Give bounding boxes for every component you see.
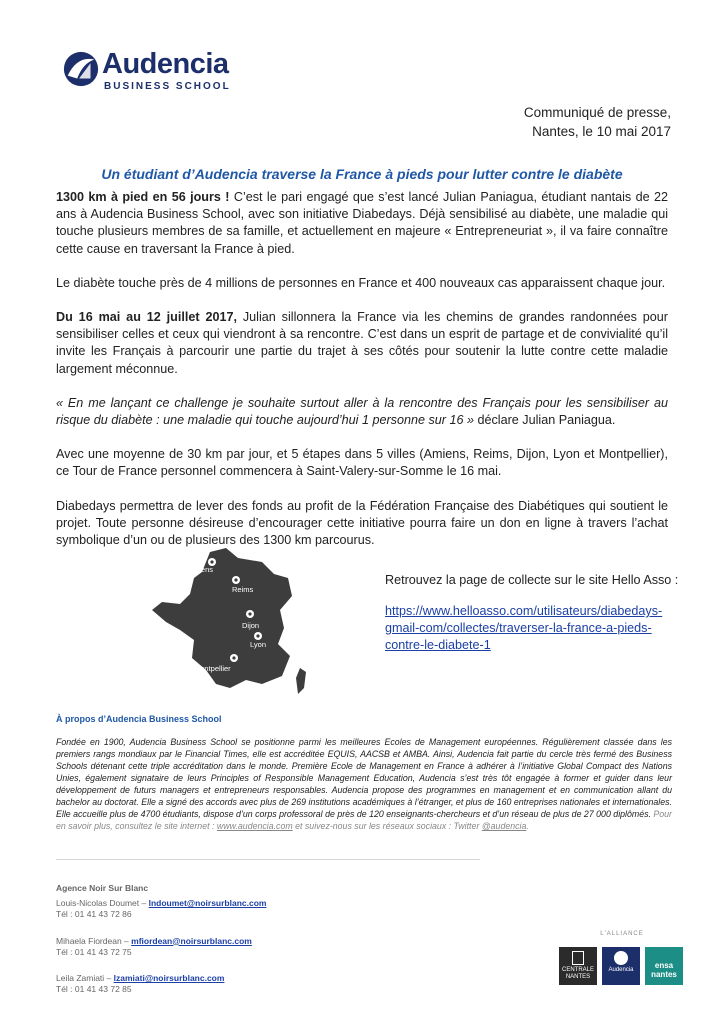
city-label: Montpellier [194, 664, 231, 673]
press-header [524, 103, 671, 141]
contact-block [56, 973, 266, 995]
about-end: . [526, 821, 529, 831]
contact-name: Mihaela Fiordean – [56, 935, 132, 946]
contact-phone: Tél : 01 41 43 72 75 [56, 946, 132, 957]
quote-attribution: déclare Julian Paniagua. [474, 413, 616, 428]
paragraph-3 [56, 309, 668, 378]
contact-block [56, 883, 266, 921]
audencia-logo [62, 48, 252, 94]
city-label: Lyon [250, 640, 266, 649]
pin-montpellier [230, 654, 238, 662]
contact-name: Louis-Nicolas Doumet – [56, 898, 149, 909]
city-label: Dijon [242, 621, 260, 630]
about-social: et suivez-nous sur les réseaux sociaux : Twitter [292, 821, 482, 831]
ensa-nantes-logo [645, 947, 683, 985]
contact-block [56, 936, 266, 958]
fundraising-callout [385, 572, 685, 654]
audencia-logo-icon [62, 50, 100, 88]
contact-line [56, 898, 266, 909]
audencia-small-label: Audencia [608, 967, 634, 973]
ensa-nantes-label: ensa nantes [651, 961, 677, 979]
corsica-shape [296, 668, 306, 694]
fundraising-text: Retrouvez la page de collecte sur le site Hello Asso : [385, 573, 679, 587]
paragraph-3-text: Julian sillonnera la France via les chemins de grandes randonnées pour sensibiliser celles et ceux qui viendront à sa rencontre. C’est dans un esprit de partage et de convivialité qu’il invite les Français à parcourir une partie du trajet à ses côtés pour soutenir la lutte contre cette maladie largement méconnue. [56, 310, 668, 376]
contact-name: Leila Zamiati – [56, 973, 114, 984]
pin-reims [232, 576, 240, 584]
paragraph-1-text: C’est le pari engagé que s’est lancé Julian Paniagua, étudiant nantais de 22 ans à Audencia Business School, avec son initiative Diabedays. Déjà sensibilisé au diabète, une maladie qui touche plusieurs membres de sa famille, et actuellement en majeure « Entrepreneuriat », il va faire connaître cette cause en traversant la France à pied. [56, 190, 669, 256]
helloasso-link[interactable]: https://www.helloasso.com/utilisateurs/diabedays-gmail-com/collectes/traverser-la-france-a-pieds-contre-le-diabete-1 [385, 604, 663, 652]
website-link[interactable]: www.audencia.com [216, 821, 293, 831]
paragraph-1-lead: 1300 km à pied en 56 jours ! [56, 190, 230, 204]
press-date: Nantes, le 10 mai 2017 [532, 124, 671, 139]
contact-email[interactable]: mfiordean@noirsurblanc.com [131, 935, 252, 946]
logo-name: Audencia [102, 48, 229, 80]
divider [56, 859, 480, 860]
pin-dijon [246, 610, 254, 618]
alliance-logos [557, 933, 687, 988]
about-description: Fondée en 1900, Audencia Business School se positionne parmi les meilleures Ecoles de Management européennes. Régulièrement classée dans les premiers rangs mondiaux par le Financial Times, elle est accréditée EQUIS, AACSB et AMBA. Ainsi, Audencia fait partie du cercle très fermé des Business Schools détenant cette triple accréditation dans le monde. Première Ecole de Management en France à adhérer à l’initiative Global Compact des Nations Unies, également signataire de leurs Principles of Responsible Management Education, Audencia s’est très tôt engagée à former et guider dans leur développement de futurs managers et entrepreneurs responsables. Audencia propose des programmes en management et en communication allant du bachelor au doctorat. Elle a signé des accords avec plus de 269 institutions académiques à l’étranger, et plus de 160 entreprises nationales et internationales. Elle accueille plus de 4700 étudiants, dispose d’un corps professoral de près de 120 enseignants-chercheurs et d’un réseau de plus de 27 000 diplômés. [56, 737, 672, 819]
press-line: Communiqué de presse, [523, 105, 671, 120]
article-title: Un étudiant d’Audencia traverse la France à pieds pour lutter contre le diabète [101, 166, 623, 182]
about-more: Pour en savoir plus, consultez le site internet : [56, 809, 672, 831]
paragraph-4 [56, 395, 668, 429]
logo-subtitle: BUSINESS SCHOOL [104, 81, 231, 92]
twitter-link[interactable]: @audencia [481, 821, 527, 831]
quote: « En me lançant ce challenge je souhaite surtout aller à la rencontre des Français pour les sensibiliser au risque du diabète : une maladie qui touche aujourd’hui 1 personne sur 16 » [56, 395, 668, 428]
press-contacts [56, 883, 266, 1010]
contact-line [56, 936, 266, 947]
agency-name: Agence Noir Sur Blanc [56, 883, 149, 893]
france-map [150, 548, 310, 698]
contact-email[interactable]: lndoumet@noirsurblanc.com [148, 898, 267, 909]
alliance-caption: L'ALLIANCE [600, 931, 644, 937]
paragraph-1 [56, 189, 668, 258]
paragraph-3-lead: Du 16 mai au 12 juillet 2017, [56, 310, 237, 325]
contact-phone: Tél : 01 41 43 72 85 [56, 984, 132, 995]
centrale-nantes-label: CENTRALE NANTES [561, 967, 594, 980]
pin-lyon [254, 632, 262, 640]
paragraph-5: Avec une moyenne de 30 km par jour, et 5 étapes dans 5 villes (Amiens, Reims, Dijon, Lyon et Montpellier), ce Tour de France personnel commencera à Saint-Valery-sur-Somme le 16 mai. [56, 447, 668, 479]
contact-line [56, 973, 266, 984]
about-text [56, 736, 672, 832]
article-body [56, 189, 668, 566]
paragraph-2: Le diabète touche près de 4 millions de personnes en France et 400 nouveaux cas apparaissent chaque jour. [56, 275, 666, 290]
audencia-small-logo [602, 947, 640, 985]
about-title: À propos d’Audencia Business School [56, 714, 222, 724]
city-label: Amiens [188, 565, 214, 574]
city-label: Reims [232, 585, 254, 594]
centrale-nantes-logo [559, 947, 597, 985]
contact-email[interactable]: lzamiati@noirsurblanc.com [113, 973, 225, 984]
contact-phone: Tél : 01 41 43 72 86 [56, 909, 132, 920]
paragraph-6: Diabedays permettra de lever des fonds au profit de la Fédération Française des Diabétiques qui soutient le projet. Toute personne désireuse d’encourager cette initiative pourra faire un don en ligne à travers l’achat symbolique d’un ou de plusieurs des 1300 km parcourus. [56, 498, 668, 548]
